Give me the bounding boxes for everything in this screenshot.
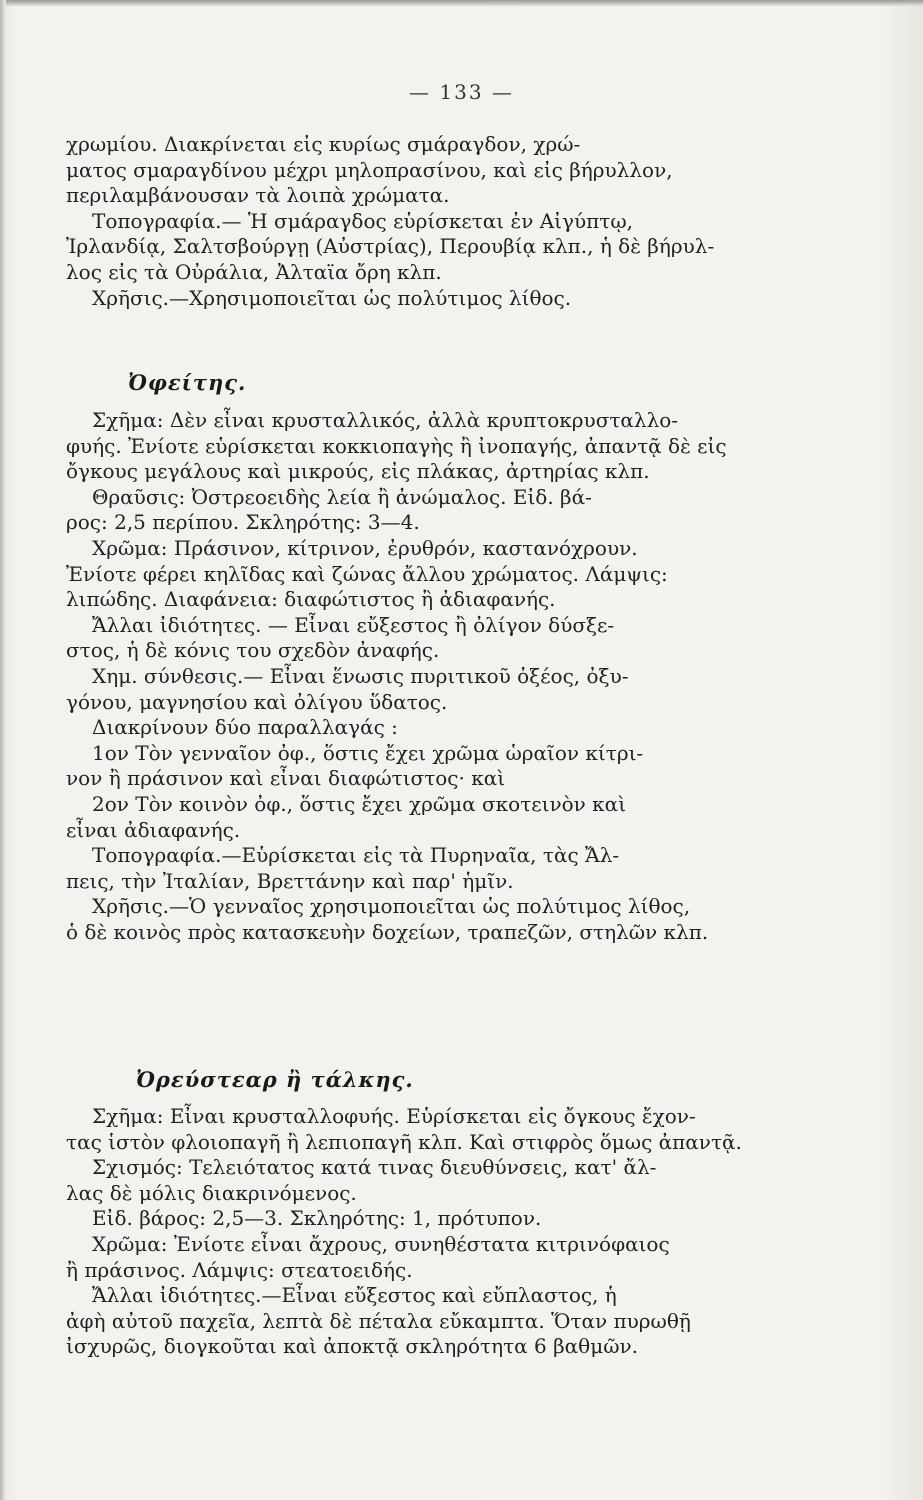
- text-line: Ἄλλαι ἰδιότητες. — Εἶναι εὔξεστος ἢ ὀλίγον δύσξε-: [92, 612, 615, 637]
- text-line: τας ἱστὸν φλοιοπαγῆ ἢ λεπιοπαγῆ κλπ. Καὶ στιφρὸς ὅμως ἀπαντᾷ.: [66, 1129, 742, 1154]
- text-line: λιπώδης. Διαφάνεια: διαφώτιστος ἢ ἀδιαφανής.: [66, 587, 556, 612]
- text-line: ἀφὴ αὐτοῦ παχεῖα, λεπτὰ δὲ πέταλα εὔκαμπτα. Ὅταν πυρωθῇ: [66, 1308, 691, 1333]
- page-number: — 133 —: [409, 80, 514, 104]
- text-line: 2ον Τὸν κοινὸν ὀφ., ὅστις ἔχει χρῶμα σκοτεινὸν καὶ: [92, 791, 627, 816]
- smaragdos-section-text: [66, 132, 861, 311]
- text-line: Σχῆμα: Εἶναι κρυσταλλοφυής. Εὑρίσκεται εἰς ὄγκους ἔχον-: [92, 1104, 696, 1128]
- text-line: γόνου, μαγνησίου καὶ ὀλίγου ὕδατος.: [66, 689, 448, 714]
- text-line: Τοπογραφία.— Ἡ σμάραγδος εὑρίσκεται ἐν Αἰγύπτῳ,: [92, 208, 633, 233]
- text-line: ρος: 2,5 περίπου. Σκληρότης: 3—4.: [66, 510, 420, 535]
- text-line: Τοπογραφία.—Εὑρίσκεται εἰς τὰ Πυρηναῖα, τὰς Ἄλ-: [92, 843, 620, 868]
- text-line: Σχῆμα: Δὲν εἶναι κρυσταλλικός, ἀλλὰ κρυπτοκρυσταλλο-: [92, 408, 679, 432]
- text-line: ὄγκους μεγάλους καὶ μικρούς, εἰς πλάκας, ἀρτηρίας κλπ.: [66, 459, 650, 484]
- text-line: λας δὲ μόλις διακρινόμενος.: [66, 1180, 357, 1205]
- text-line: Ἐνίοτε φέρει κηλῖδας καὶ ζώνας ἄλλου χρώματος. Λάμψις:: [66, 561, 668, 586]
- text-line: Χρῶμα: Ἐνίοτε εἶναι ἄχρους, συνηθέστατα κιτρινόφαιος: [92, 1231, 670, 1256]
- text-line: 1ον Τὸν γενναῖον ὀφ., ὅστις ἔχει χρῶμα ὡραῖον κίτρι-: [92, 740, 644, 765]
- text-line: Χρῆσις.—Ὁ γενναῖος χρησιμοποιεῖται ὡς πολύτιμος λίθος,: [92, 894, 691, 919]
- page-left-edge: [0, 0, 6, 1500]
- text-line: πεις, τὴν Ἰταλίαν, Βρεττάνην καὶ παρ' ἡμῖν.: [66, 868, 514, 893]
- text-line: στος, ἡ δὲ κόνις του σχεδὸν ἀναφής.: [66, 638, 440, 663]
- section-heading-talkis: Ὀρεύστεαρ ἢ τάλκης.: [136, 1067, 414, 1092]
- text-line: νον ἢ πράσινον καὶ εἶναι διαφώτιστος· καὶ: [66, 766, 506, 791]
- text-line: ματος σμαραγδίνου μέχρι μηλοπρασίνου, καὶ εἰς βήρυλλον,: [66, 157, 673, 182]
- text-line: Ἄλλαι ἰδιότητες.—Εἶναι εὔξεστος καὶ εὔπλαστος, ἡ: [92, 1283, 617, 1308]
- section-heading-ofeitis: Ὀφείτης.: [128, 370, 247, 395]
- talkis-section-text: [66, 1104, 861, 1360]
- text-line: χρωμίου. Διακρίνεται εἰς κυρίως σμάραγδον, χρώ-: [66, 132, 581, 156]
- text-line: Σχισμός: Τελειότατος κατά τινας διευθύνσεις, κατ' ἄλ-: [92, 1155, 657, 1180]
- text-line: Θραῦσις: Ὀστρεοειδὴς λεία ἢ ἀνώμαλος. Εἰδ. βά-: [92, 484, 592, 509]
- text-line: Διακρίνουν δύο παραλλαγάς :: [92, 715, 398, 740]
- text-line: Ἰρλανδίᾳ, Σαλτσβούργῃ (Αὐστρίας), Περουβίᾳ κλπ., ἡ δὲ βήρυλ-: [66, 234, 715, 259]
- text-line: Εἰδ. βάρος: 2,5—3. Σκληρότης: 1, πρότυπον.: [92, 1206, 542, 1231]
- text-line: Χημ. σύνθεσις.— Εἶναι ἕνωσις πυριτικοῦ ὀξέος, ὀξυ-: [92, 663, 629, 688]
- text-line: Χρῶμα: Πράσινον, κίτρινον, ἐρυθρόν, καστανόχρουν.: [92, 535, 638, 560]
- text-line: Χρῆσις.—Χρησιμοποιεῖται ὡς πολύτιμος λίθος.: [92, 285, 572, 310]
- text-line: ὁ δὲ κοινὸς πρὸς κατασκευὴν δοχείων, τραπεζῶν, στηλῶν κλπ.: [66, 919, 709, 944]
- text-line: φυής. Ἐνίοτε εὑρίσκεται κοκκιοπαγὴς ἢ ἰνοπαγής, ἀπαντᾷ δὲ εἰς: [66, 433, 727, 458]
- text-line: λος εἰς τὰ Οὐράλια, Ἀλταϊα ὄρη κλπ.: [66, 259, 442, 284]
- page-top-edge: [0, 0, 923, 6]
- text-line: περιλαμβάνουσαν τὰ λοιπὰ χρώματα.: [66, 183, 450, 208]
- ofeitis-section-text: [66, 408, 861, 945]
- text-line: εἶναι ἀδιαφανής.: [66, 817, 241, 842]
- text-line: ἰσχυρῶς, διογκοῦται καὶ ἀποκτᾷ σκληρότητα 6 βαθμῶν.: [66, 1334, 639, 1359]
- text-line: ἢ πράσινος. Λάμψις: στεατοειδής.: [66, 1257, 413, 1282]
